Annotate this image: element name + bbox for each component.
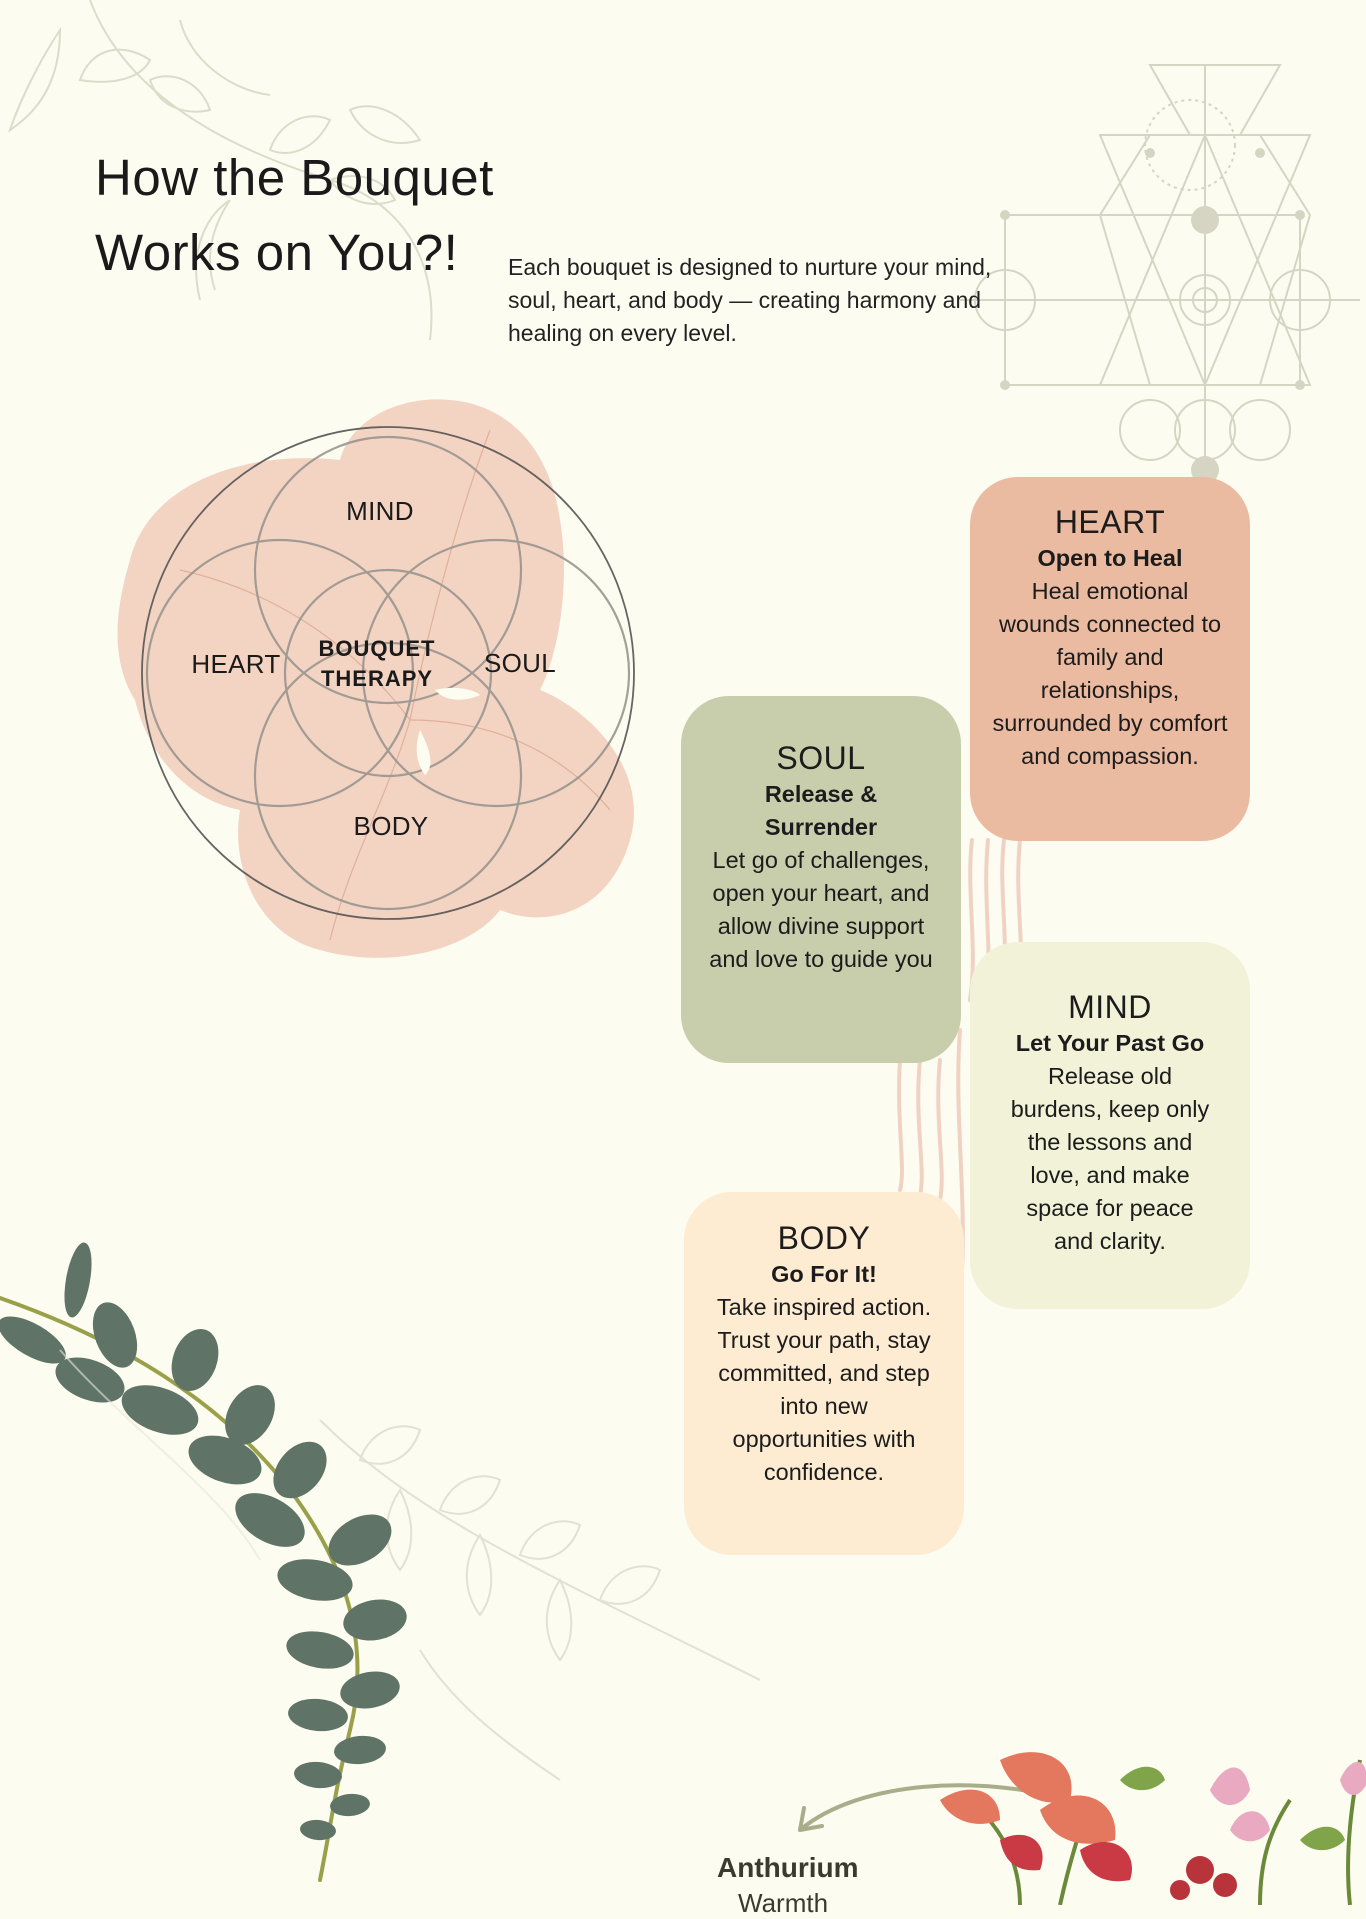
venn-label-soul: SOUL	[483, 648, 557, 678]
card-soul-title: SOUL	[776, 740, 866, 776]
card-heart-subtitle: Open to Heal	[1037, 545, 1183, 571]
card-body-title: BODY	[777, 1220, 871, 1256]
card-mind-text: Release old burdens, keep only the lessons and love, and make space for peace and clarity.	[1010, 1063, 1210, 1254]
venn-label-mind: MIND	[346, 496, 414, 526]
card-heart-text: Heal emotional wounds connected to family and relationships, surrounded by comfort and compassion.	[992, 578, 1228, 769]
card-mind	[970, 942, 1250, 1309]
eucalyptus-branch-icon	[0, 1230, 420, 1890]
card-soul-text: Let go of challenges, open your heart, and allow divine support and love to guide you	[709, 847, 933, 972]
venn-label-body: BODY	[353, 811, 429, 841]
venn-label-heart: HEART	[191, 649, 281, 679]
intro-text: Each bouquet is designed to nurture your mind, soul, heart, and body — creating harmony and healing on every level.	[508, 254, 992, 346]
venn-center-line-1: BOUQUET	[318, 636, 436, 661]
venn-center-line-2: THERAPY	[320, 666, 434, 691]
page-title	[95, 140, 565, 290]
card-soul	[681, 696, 961, 1063]
anthurium-flowers-icon	[880, 1720, 1366, 1905]
card-heart-title: HEART	[1054, 504, 1166, 540]
card-body-text: Take inspired action. Trust your path, stay committed, and step into new opportunities with confidence.	[716, 1294, 932, 1485]
card-soul-subtitle: Release & Surrender	[764, 781, 878, 840]
page-title-line-1: How the Bouquet	[95, 149, 494, 206]
venn-center-label	[319, 634, 436, 694]
card-mind-title: MIND	[1068, 989, 1152, 1025]
page-title-line-2: Works on You?!	[95, 224, 459, 281]
card-mind-subtitle: Let Your Past Go	[1015, 1030, 1205, 1056]
sacred-geometry-icon	[960, 55, 1360, 485]
card-heart	[970, 477, 1250, 841]
card-body-subtitle: Go For It!	[771, 1261, 877, 1287]
flower-name-label: Anthurium	[717, 1852, 859, 1883]
flower-meaning-label: Warmth	[738, 1888, 829, 1918]
